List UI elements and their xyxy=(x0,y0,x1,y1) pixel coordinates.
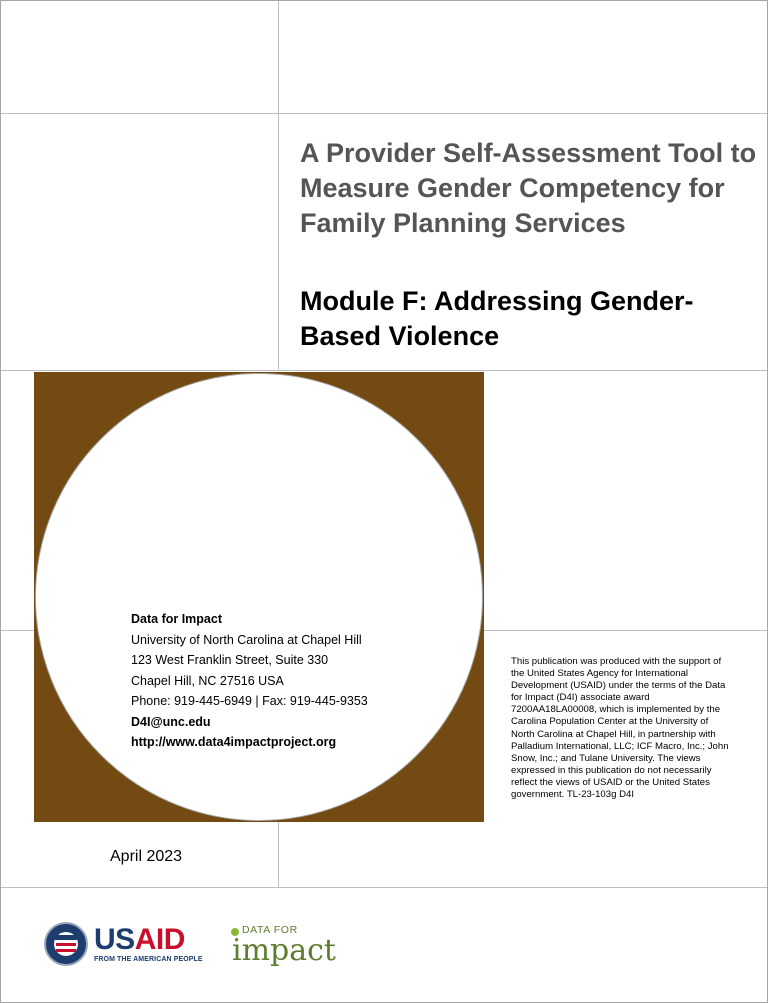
usaid-seal-icon xyxy=(44,922,88,966)
usaid-wordmark: USAID xyxy=(94,923,185,956)
contact-email[interactable]: D4I@unc.edu xyxy=(131,714,211,729)
contact-org: Data for Impact xyxy=(131,612,222,626)
publication-date: April 2023 xyxy=(110,848,183,865)
usaid-logo xyxy=(44,922,204,970)
contact-line: 123 West Franklin Street, Suite 330 xyxy=(131,653,329,667)
contact-line: University of North Carolina at Chapel Hill xyxy=(131,632,362,647)
d4i-small-text: DATA FOR xyxy=(242,924,298,936)
contact-line: Chapel Hill, NC 27516 USA xyxy=(131,673,284,688)
d4i-big-text: impact xyxy=(232,933,336,968)
data-for-impact-logo xyxy=(226,924,356,970)
disclaimer-text: This publication was produced with the support of the United States Agency for International Development (USAID) under the terms of the Data for Impact (D4I) associate award 7200AA18LA00008, which is implemented by the Carolina Population Center at the University of North Carolina at Chapel Hill, in partnership with Palladium International, LLC; ICF Macro, Inc.; John Snow, Inc.; and Tulane University. The views expressed in this publication do not necessarily reflect the views of USAID or the United States government. TL-23-103g D4I xyxy=(511,656,729,801)
module-title: Module F: Addressing Gender-Based Violence xyxy=(300,286,694,351)
document-title: A Provider Self-Assessment Tool to Measure Gender Competency for Family Planning Services xyxy=(300,138,757,238)
contact-block xyxy=(131,609,471,753)
contact-line: Phone: 919-445-6949 | Fax: 919-445-9353 xyxy=(131,694,368,708)
decorative-circle xyxy=(35,373,483,821)
usaid-tagline: FROM THE AMERICAN PEOPLE xyxy=(94,956,203,963)
decorative-brown-square xyxy=(34,372,484,822)
contact-website[interactable]: http://www.data4impactproject.org xyxy=(131,735,337,749)
